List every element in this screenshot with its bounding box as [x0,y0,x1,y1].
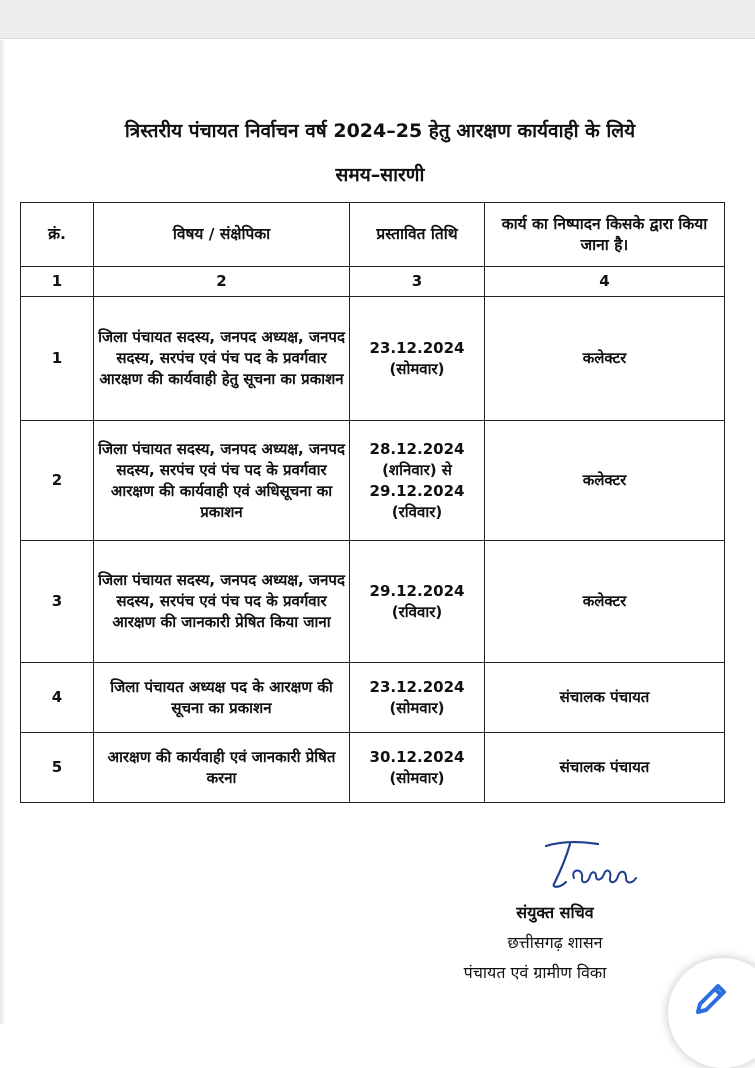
date-line: 28.12.2024 [369,439,465,458]
row-sno: 1 [21,297,94,421]
row-sno: 4 [21,663,94,733]
document-title: त्रिस्तरीय पंचायत निर्वाचन वर्ष 2024–25 हेतु आरक्षण कार्यवाही के लिये [124,120,636,142]
row-date [350,421,485,541]
signatory-department: पंचायत एवं ग्रामीण विका [463,963,607,982]
date-line: (रविवार) [391,502,443,521]
row-subject: जिला पंचायत अध्यक्ष पद के आरक्षण की सूचना का प्रकाशन [94,663,350,733]
row-subject: जिला पंचायत सदस्य, जनपद अध्यक्ष, जनपद सदस्य, सरपंच एवं पंच पद के प्रवर्गवार आरक्षण की जानकारी प्रेषित किया जाना [94,541,350,663]
table-row [21,421,725,541]
column-number: 2 [94,267,350,297]
table-row [21,733,725,803]
row-subject: जिला पंचायत सदस्य, जनपद अध्यक्ष, जनपद सदस्य, सरपंच एवं पंच पद के प्रवर्गवार आरक्षण की कार्यवाही हेतु सूचना का प्रकाशन [94,297,350,421]
column-number: 4 [485,267,725,297]
row-executor: कलेक्टर [485,421,725,541]
edit-button[interactable] [668,958,755,1068]
header-date: प्रस्तावित तिथि [350,203,485,267]
date-line: 30.12.2024 [369,747,465,766]
row-executor: संचालक पंचायत [485,663,725,733]
date-line: (शनिवार) से [382,460,452,479]
row-executor: कलेक्टर [485,297,725,421]
signatory-government: छत्तीसगढ़ शासन [507,933,603,952]
column-number: 3 [350,267,485,297]
date-line: (रविवार) [391,602,443,621]
row-executor: संचालक पंचायत [485,733,725,803]
row-sno: 2 [21,421,94,541]
date-line: 29.12.2024 [369,581,465,600]
header-subject: विषय / संक्षेपिका [94,203,350,267]
signatory-designation: संयुक्त सचिव [516,903,594,922]
page-edge [0,40,6,1024]
header-sno: क्रं. [21,203,94,267]
row-date [350,733,485,803]
handwritten-signature [540,838,650,893]
date-line: (सोमवार) [389,359,445,378]
row-subject: आरक्षण की कार्यवाही एवं जानकारी प्रेषित करना [94,733,350,803]
row-date [350,663,485,733]
schedule-table [20,202,725,803]
viewer-top-bar [0,0,755,39]
column-number-row [21,267,725,297]
pencil-icon [690,980,730,1020]
table-header-row [21,203,725,267]
date-line: 29.12.2024 [369,481,465,500]
date-line: (सोमवार) [389,768,445,787]
date-line: (सोमवार) [389,698,445,717]
row-executor: कलेक्टर [485,541,725,663]
row-sno: 3 [21,541,94,663]
signature-block [440,898,670,988]
row-date [350,541,485,663]
document-subtitle: समय–सारणी [335,164,425,186]
row-date [350,297,485,421]
row-sno: 5 [21,733,94,803]
header-executor: कार्य का निष्पादन किसके द्वारा किया जाना है। [485,203,725,267]
date-line: 23.12.2024 [369,677,465,696]
table-row [21,297,725,421]
row-subject: जिला पंचायत सदस्य, जनपद अध्यक्ष, जनपद सदस्य, सरपंच एवं पंच पद के प्रवर्गवार आरक्षण की कार्यवाही एवं अधिसूचना का प्रकाशन [94,421,350,541]
table-row [21,663,725,733]
column-number: 1 [21,267,94,297]
table-row [21,541,725,663]
date-line: 23.12.2024 [369,338,465,357]
